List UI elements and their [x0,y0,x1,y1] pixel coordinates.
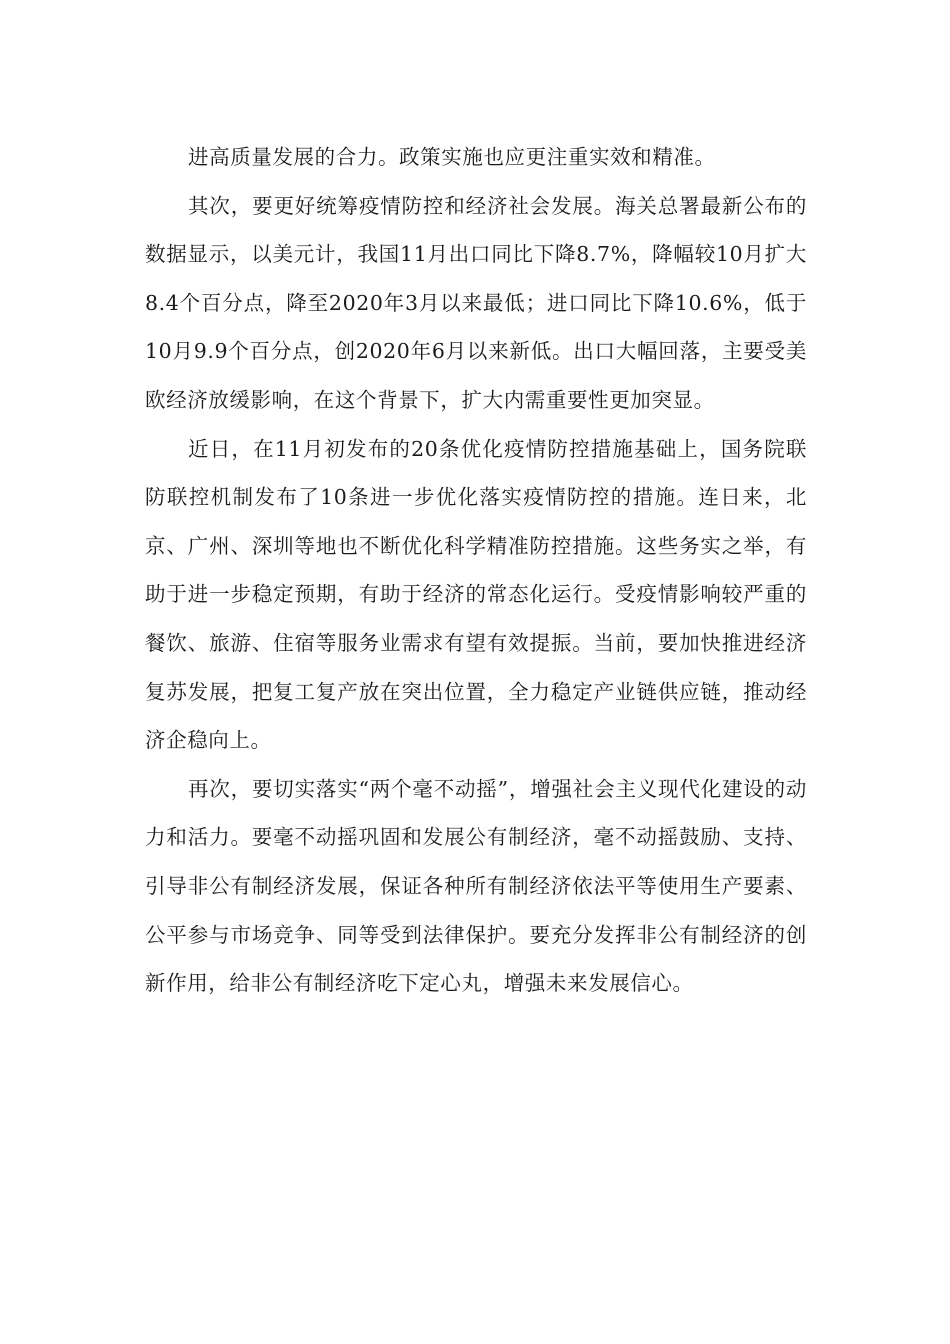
paragraph-continuation: 进高质量发展的合力。政策实施也应更注重实效和精准。 [188,145,716,169]
paragraph-two-unwaverings: 再次，要切实落实“两个毫不动摇”，增强社会主义现代化建设的动力和活力。要毫不动摇巩固和发展公有制经济，毫不动摇鼓励、支持、引导非公有制经济发展，保证各种所有制经济依法平等使用生产要素、公平参与市场竞争、同等受到法律保护。要充分发挥非公有制经济的创新作用，给非公有制经济吃下定心丸，增强未来发展信心。 [145,776,807,996]
paragraph-optimized-measures: 近日，在11月初发布的20条优化疫情防控措施基础上，国务院联防联控机制发布了10条进一步优化落实疫情防控的措施。连日来，北京、广州、深圳等地也不断优化科学精准防控措施。这些务实之举，有助于进一步稳定预期，有助于经济的常态化运行。受疫情影响较严重的餐饮、旅游、住宿等服务业需求有望有效提振。当前，要加快推进经济复苏发展，把复工复产放在突出位置，全力稳定产业链供应链，推动经济企稳向上。 [145,436,807,753]
paragraph-epidemic-economy: 其次，要更好统筹疫情防控和经济社会发展。海关总署最新公布的数据显示，以美元计，我国11月出口同比下降8.7%，降幅较10月扩大8.4个百分点，降至2020年3月以来最低；进口同比下降10.6%，低于10月9.9个百分点，创2020年6月以来新低。出口大幅回落，主要受美欧经济放缓影响，在这个背景下，扩大内需重要性更加突显。 [145,193,807,412]
document-body [145,133,807,1008]
